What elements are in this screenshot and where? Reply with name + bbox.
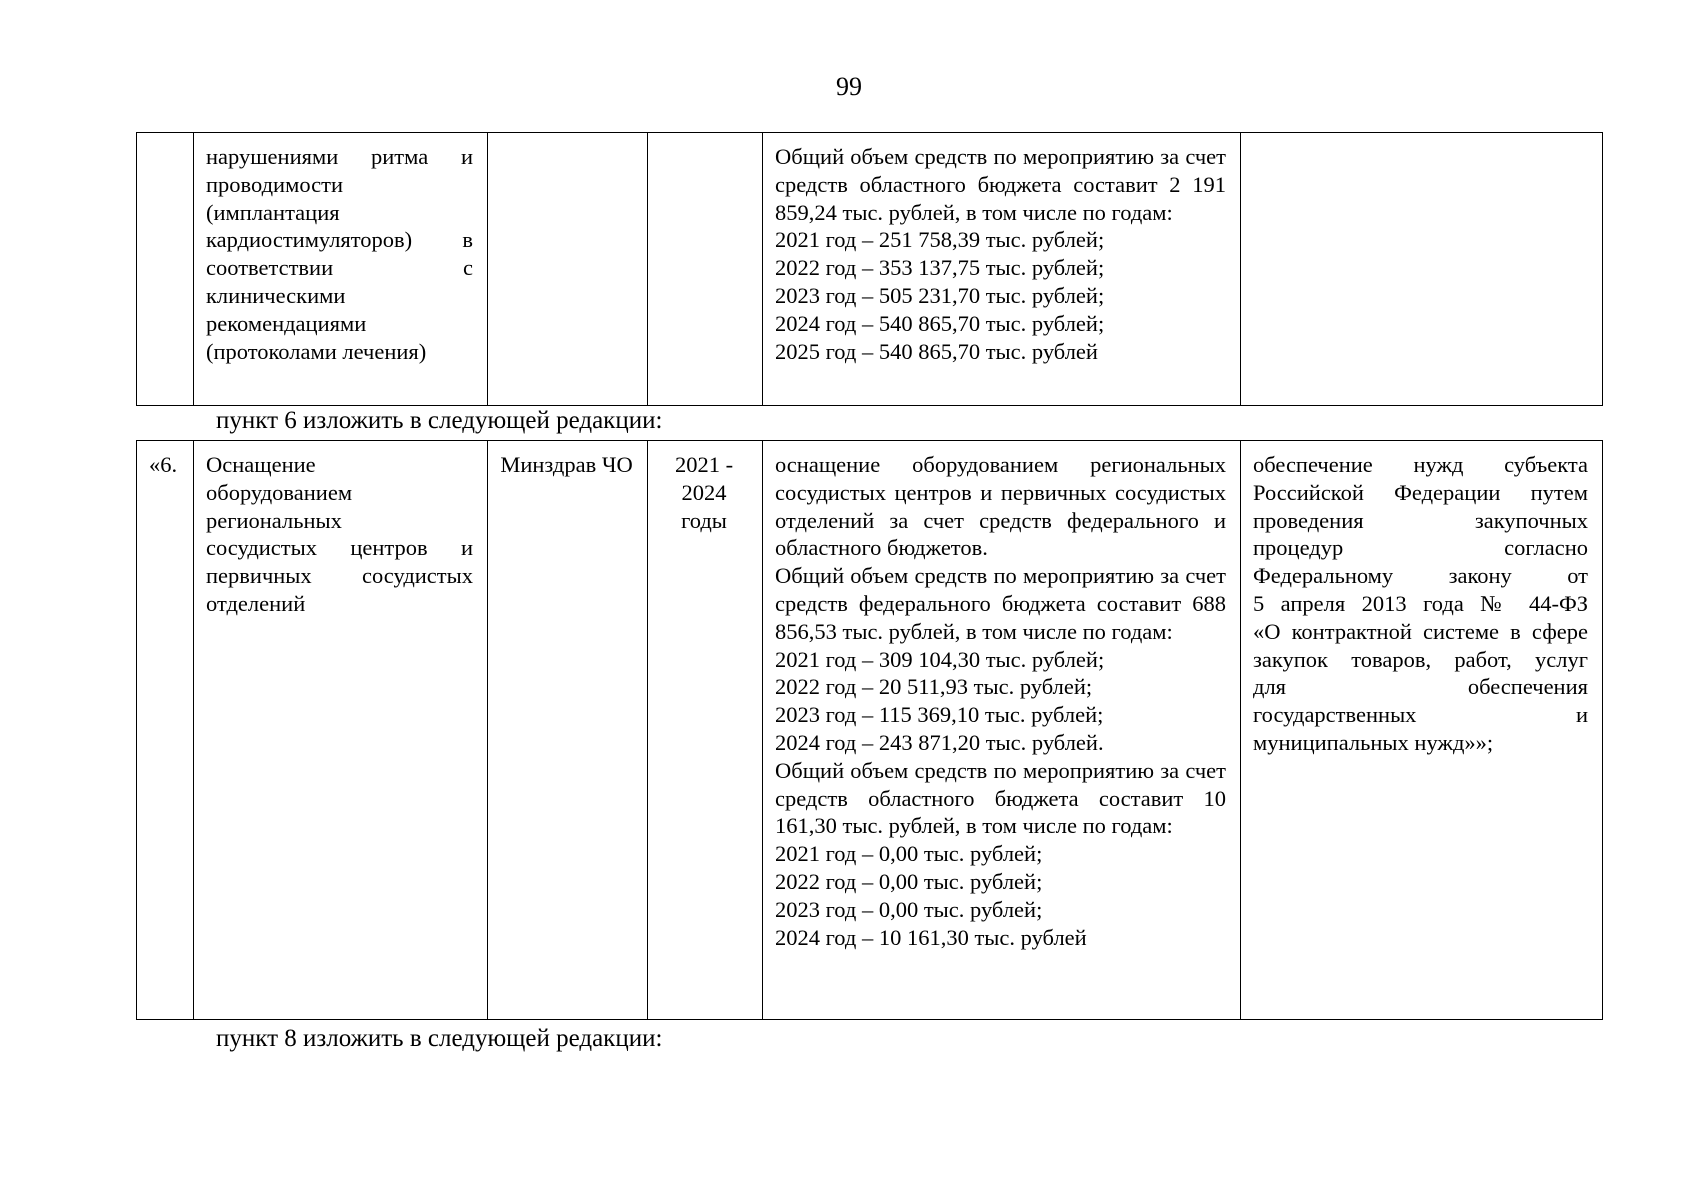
table-row [137, 133, 1603, 406]
result-line: государственных и [1253, 702, 1588, 728]
name-line: рекомендациями [206, 310, 367, 336]
table-row [137, 441, 1603, 1020]
period-line: 2021 - [674, 452, 734, 477]
funding-paragraph: Общий объем средств по мероприятию за счет средств областного бюджета составит 2 191 859,24 тыс. рублей, в том числе по годам: [775, 144, 1226, 225]
year-line: 2021 год – 309 104,30 тыс. рублей; [775, 646, 1105, 672]
period-line: годы [681, 507, 727, 533]
cell-result [1241, 441, 1603, 1020]
name-line: сосудистых центров и [206, 535, 473, 561]
year-line: 2024 год – 10 161,30 тыс. рублей [775, 924, 1087, 950]
result-line: проведения закупочных [1253, 507, 1588, 533]
year-line: 2025 год – 540 865,70 тыс. рублей [775, 338, 1098, 364]
result-line: 5 апреля 2013 года № 44-ФЗ [1253, 590, 1588, 616]
period-line: 2024 [681, 479, 727, 505]
result-line: обеспечение нужд субъекта [1253, 452, 1588, 477]
year-line: 2021 год – 0,00 тыс. рублей; [775, 841, 1043, 867]
year-line: 2024 год – 243 871,20 тыс. рублей. [775, 729, 1104, 755]
year-line: 2022 год – 353 137,75 тыс. рублей; [775, 255, 1105, 281]
cell-period [648, 441, 763, 1020]
name-line: (имплантация [206, 199, 340, 225]
cell-description [763, 441, 1241, 1020]
year-line: 2022 год – 20 511,93 тыс. рублей; [775, 674, 1093, 700]
name-line: кардиостимуляторов) в [206, 227, 473, 253]
instruction-text: пункт 8 изложить в следующей редакции: [216, 1025, 663, 1052]
cell-number: «6. [137, 441, 194, 1020]
result-line: для обеспечения [1253, 674, 1588, 700]
result-line: Федеральному закону от [1253, 563, 1588, 589]
name-line: (протоколами лечения) [206, 338, 427, 364]
cell-number [137, 133, 194, 406]
instruction-text: пункт 6 изложить в следующей редакции: [216, 407, 663, 434]
name-line: нарушениями ритма и [206, 144, 473, 169]
program-table-continuation [136, 132, 1603, 406]
cell-description [763, 133, 1241, 406]
result-line: «О контрактной системе в сфере [1253, 618, 1588, 644]
name-line: соответствии с [206, 255, 473, 281]
name-line: первичных сосудистых [206, 563, 473, 589]
year-line: 2023 год – 505 231,70 тыс. рублей; [775, 282, 1105, 308]
result-line: процедур согласно [1253, 535, 1588, 561]
name-line: отделений [206, 590, 306, 616]
name-line: Оснащение [206, 452, 316, 477]
regional-funding-paragraph: Общий объем средств по мероприятию за счет средств областного бюджета составит 10 161,30 тыс. рублей, в том числе по годам: [775, 757, 1226, 839]
intro-paragraph: оснащение оборудованием региональных сосудистых центров и первичных сосудистых отделений за счет средств федерального и областного бюджетов. [775, 452, 1226, 561]
federal-funding-paragraph: Общий объем средств по мероприятию за счет средств федерального бюджета составит 688 856,53 тыс. рублей, в том числе по годам: [775, 563, 1226, 644]
result-line: закупок товаров, работ, услуг [1253, 646, 1588, 672]
cell-executor [488, 133, 648, 406]
year-line: 2021 год – 251 758,39 тыс. рублей; [775, 227, 1105, 253]
year-line: 2023 год – 0,00 тыс. рублей; [775, 896, 1043, 922]
cell-activity-name [194, 133, 488, 406]
cell-result [1241, 133, 1603, 406]
cell-activity-name [194, 441, 488, 1020]
page-number: 99 [836, 72, 862, 101]
year-line: 2024 год – 540 865,70 тыс. рублей; [775, 310, 1105, 336]
name-line: клиническими [206, 282, 346, 308]
name-line: проводимости [206, 171, 344, 197]
year-line: 2023 год – 115 369,10 тыс. рублей; [775, 702, 1104, 728]
cell-executor: Минздрав ЧО [488, 441, 648, 1020]
program-table-item-6 [136, 440, 1603, 1020]
result-line: Российской Федерации путем [1253, 479, 1588, 505]
name-line: оборудованием [206, 479, 353, 505]
result-line: муниципальных нужд»»; [1253, 729, 1494, 755]
name-line: региональных [206, 507, 342, 533]
year-line: 2022 год – 0,00 тыс. рублей; [775, 868, 1043, 894]
cell-period [648, 133, 763, 406]
